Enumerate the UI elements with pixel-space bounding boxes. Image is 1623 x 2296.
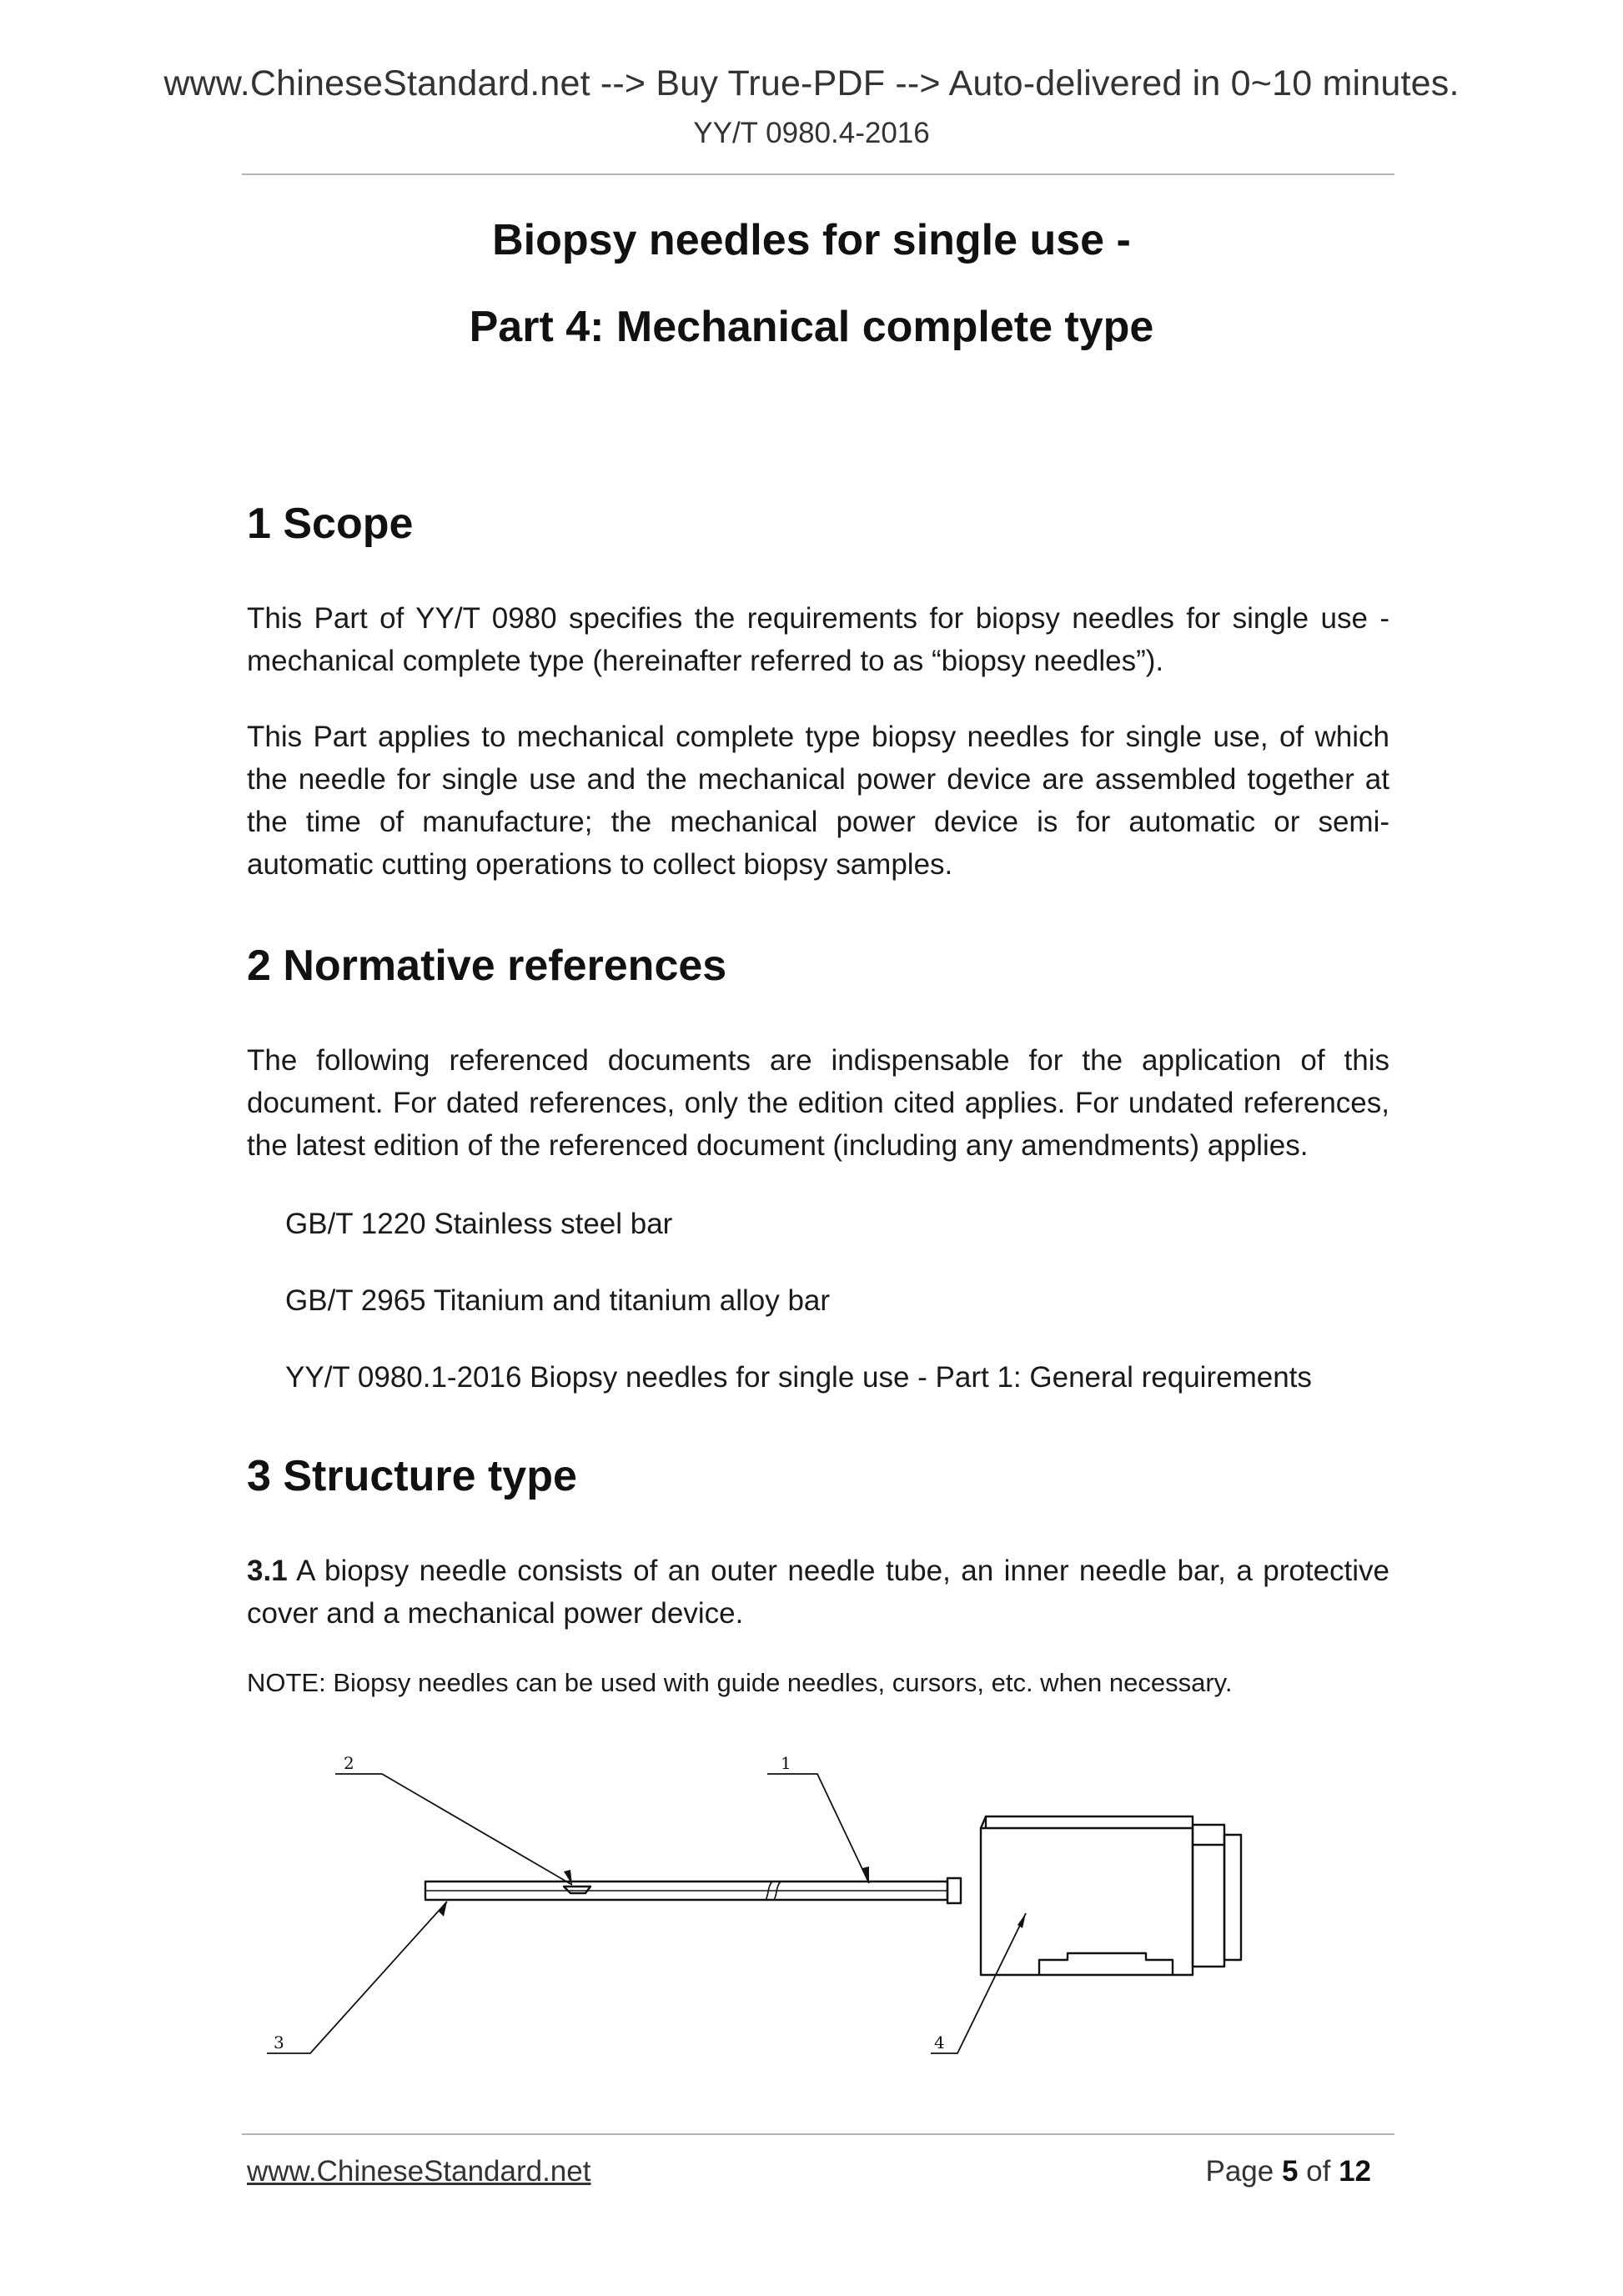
- section-normative-heading: 2 Normative references: [247, 942, 727, 990]
- page-prefix: Page: [1205, 2155, 1282, 2188]
- scope-paragraph-1: This Part of YY/T 0980 specifies the requirements for biopsy needles for single use - mechanical complete type (hereinafter referred to as “biopsy needles”).: [247, 602, 1389, 677]
- page-current: 5: [1281, 2155, 1299, 2188]
- clause-number: 3.1: [247, 1555, 288, 1587]
- needle-collar: [947, 1878, 961, 1903]
- arrowhead-4: [1018, 1913, 1026, 1928]
- top-banner: www.ChineseStandard.net --> Buy True-PDF --> Auto-delivered in 0~10 minutes.: [163, 63, 1460, 103]
- clause-text: A biopsy needle consists of an outer needle tube, an inner needle bar, a protective cover and a mechanical power device.: [247, 1555, 1389, 1630]
- reference-item: GB/T 2965 Titanium and titanium alloy bar: [285, 1284, 831, 1317]
- scope-paragraph-2: This Part applies to mechanical complete type biopsy needles for single use, of which the needle for single use and the mechanical power device are assembled together at the time of manufacture; the mechanical power device is for automatic or semi-automatic cutting operations to collect biopsy samples.: [247, 721, 1389, 881]
- clause-3-1: [247, 1550, 1389, 1635]
- page-number: [1201, 2155, 1371, 2188]
- page-total: 12: [1339, 2155, 1371, 2188]
- section-scope-heading: 1 Scope: [247, 500, 414, 548]
- callout-label-4: 4: [934, 2032, 945, 2052]
- leader-line-3: [267, 1902, 447, 2053]
- footer-website-link[interactable]: www.ChineseStandard.net: [247, 2155, 591, 2188]
- power-device-body: [981, 1816, 1193, 1975]
- plunger-block: [1193, 1825, 1224, 1967]
- standard-code: YY/T 0980.4-2016: [693, 117, 930, 149]
- page-of: of: [1298, 2155, 1339, 2188]
- document-title-line1: Biopsy needles for single use -: [492, 216, 1131, 264]
- biopsy-needle-figure: [274, 1728, 1284, 2062]
- leader-line-2: [335, 1774, 572, 1885]
- reference-item: YY/T 0980.1-2016 Biopsy needles for single use - Part 1: General requirements: [285, 1361, 1312, 1394]
- biopsy-needle-drawing: [274, 1728, 1284, 2062]
- callout-label-1: 1: [781, 1753, 791, 1773]
- footer-divider: [242, 2133, 1394, 2135]
- callout-label-3: 3: [274, 2032, 284, 2052]
- callout-label-2: 2: [344, 1753, 354, 1773]
- leader-line-1: [767, 1774, 869, 1883]
- inner-needle-notch: [564, 1887, 590, 1893]
- header-divider: [242, 173, 1394, 175]
- body-bottom-slot: [1039, 1953, 1173, 1975]
- document-title-line2: Part 4: Mechanical complete type: [469, 303, 1154, 351]
- section-structure-heading: 3 Structure type: [247, 1452, 577, 1500]
- leader-line-4: [931, 1913, 1026, 2053]
- plunger-cap: [1224, 1835, 1241, 1960]
- normative-intro: The following referenced documents are indispensable for the application of this document. For dated references, only the edition cited applies. For undated references, the latest edition of the referenced document (including any amendments) applies.: [247, 1044, 1389, 1162]
- note-text: NOTE: Biopsy needles can be used with guide needles, cursors, etc. when necessary.: [247, 1668, 1233, 1697]
- reference-item: GB/T 1220 Stainless steel bar: [285, 1208, 673, 1240]
